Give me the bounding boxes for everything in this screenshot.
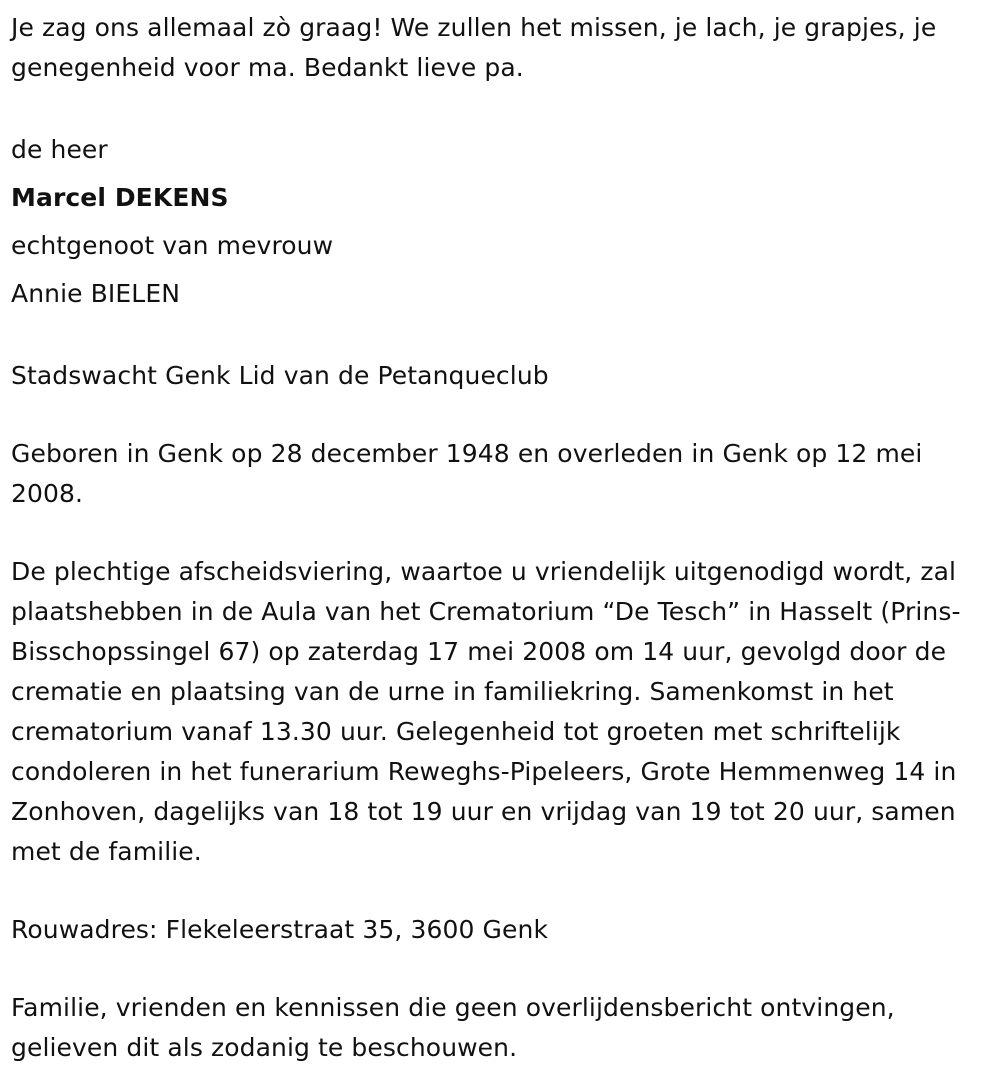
salutation — [11, 126, 986, 318]
salutation-text: de heer — [11, 135, 108, 164]
intro-text: Je zag ons allemaal zò graag! We zullen het missen, je lach, je grapjes, je genegenheid voor ma. Bedankt lieve pa. — [11, 13, 937, 82]
mourning-address: Rouwadres: Flekeleerstraat 35, 3600 Genk — [11, 915, 549, 944]
birth-death-text: Geboren in Genk op 28 december 1948 en overleden in Genk op 12 mei 2008. — [11, 439, 923, 508]
death-notice — [11, 8, 986, 1068]
deceased-name: Marcel DEKENS — [11, 183, 229, 212]
closing-text: Familie, vrienden en kennissen die geen overlijdensbericht ontvingen, gelieven dit als zodanig te beschouwen. — [11, 993, 895, 1062]
affiliations-text: Stadswacht Genk Lid van de Petanqueclub — [11, 361, 549, 390]
spouse-prefix: echtgenoot van mevrouw — [11, 231, 334, 260]
spouse-name: Annie BIELEN — [11, 279, 181, 308]
ceremony-text: De plechtige afscheidsviering, waartoe u vriendelijk uitgenodigd wordt, zal plaatshebben in de Aula van het Crematorium “De Tesch” in Hasselt (Prins-Bisschopssingel 67) op zaterdag 17 mei 2008 om 14 uur, gevolgd door de crematie en plaatsing van de urne in familiekring. Samenkomst in het crematorium vanaf 13.30 uur. Gelegenheid tot groeten met schriftelijk condoleren in het funerarium Reweghs-Pipeleers, Grote Hemmenweg 14 in Zonhoven, dagelijks van 18 tot 19 uur en vrijdag van 19 tot 20 uur, samen met de familie. — [11, 557, 961, 866]
